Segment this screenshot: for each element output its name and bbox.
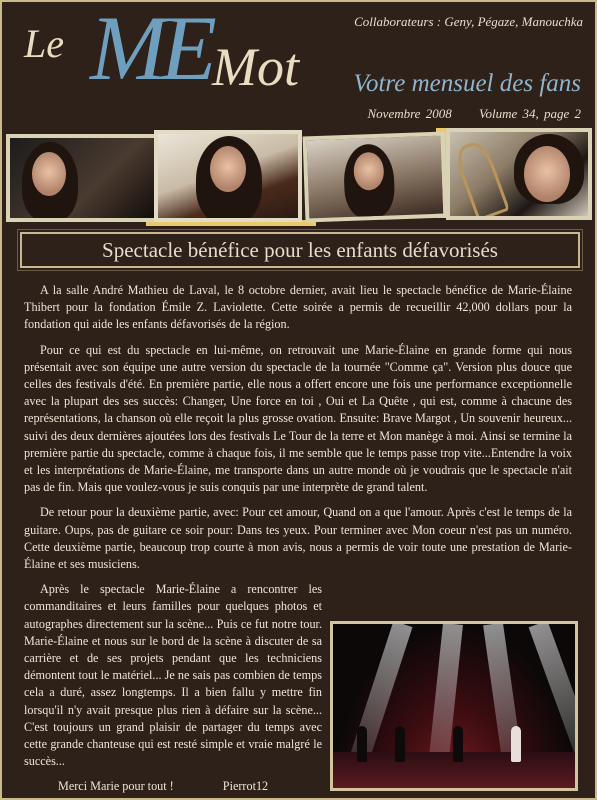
- collaborators-line: Collaborateurs : Geny, Pégaze, Manouchka: [354, 14, 583, 29]
- photo-singer-trophy: [446, 128, 592, 220]
- photo-strip: [6, 128, 592, 228]
- logo-le: Le: [24, 21, 64, 66]
- tagline: Votre mensuel des fans: [353, 70, 581, 97]
- singer-figure: [511, 726, 521, 762]
- issue-volume: Volume 34, page 2: [478, 106, 581, 121]
- issue-info: [368, 106, 582, 122]
- photo-face: [210, 146, 246, 192]
- masthead-logo: [2, 2, 342, 127]
- photo-face: [32, 152, 66, 196]
- article-title: Spectacle bénéfice pour les enfants défavorisés: [20, 232, 580, 268]
- photo-singer-portrait: [154, 130, 302, 222]
- musician-figure: [395, 726, 405, 762]
- logo-me: ME: [90, 0, 211, 99]
- article-paragraph: Pour ce qui est du spectacle en lui-même, on retrouvait une Marie-Élaine en grande forme qui nous présentait avec son équipe une autre version du spectacle de la tournée "Comme ça". Version plus douce que celles des festivals d'été. En première partie, elle nous a offert encore une fois une performance exceptionnelle avec la plupart des ses succès: Changer, Une force en toi , Oui et La Quête , qui est, comme à chacune des représentations, la chanson où elle reçoit la plus grosse ovation. Ensuite: Brave Margot , Un souvenir heureux... suivi des deux dernières ajoutées lors des festivals Le Tour de la terre et Mon manège à moi. Ainsi se termine la première partie du spectacle, comme à chaque fois, il me semble que le temps passe trop vite...Entendre la voix et les interprétations de Marie-Élaine, me transporte dans un autre monde où je voudrais que le spectacle n'ait pas de fin. Mais que voulez-vous je suis conquis par une interprète de grand talent.: [24, 342, 572, 495]
- photo-face: [524, 146, 570, 202]
- article-body: [24, 282, 572, 800]
- issue-date: Novembre 2008: [367, 106, 452, 121]
- article-paragraph: De retour pour la deuxième partie, avec: Pour cet amour, Quand on a que l'amour. Après c'est le temps de la guitare. Oups, pas de guitare ce soir pour: Dans tes yeux. Pour terminer avec Mon coeur n'est pas un numéro. Cette deuxième partie, beaucoup trop courte à mon avis, nous a permis de voir toute une prestation de Marie-Élaine et ses musiciens.: [24, 505, 572, 572]
- musician-figure: [357, 726, 367, 762]
- author-name: Pierrot12: [222, 779, 269, 794]
- article-paragraph: Après le spectacle Marie-Élaine a rencontrer les commanditaires et leurs familles pour quelques photos et autographes directement sur la scène... Puis ce fut notre tour. Marie-Élaine et nous sur le bord de la scène à discuter de sa carrière et de ses projets pendant que les techniciens démontent tout le matériel... Je ne sais pas combien de temps cela a duré, assez longtemps. Il a bien fallu y mettre fin lorsqu'il n'y avait presque plus rien à défaire sur la scène... C'est toujours un grand plaisir de partager du temps avec cette grande chanteuse qui est resté simple et vraie malgré le succès...: [24, 582, 322, 769]
- trophy-icon: [452, 138, 510, 220]
- concert-stage-photo: [330, 621, 578, 791]
- article-paragraph: A la salle André Mathieu de Laval, le 8 octobre dernier, avait lieu le spectacle bénéfice de Marie-Élaine Thibert pour la fondation Émile Z. Laviolette. Cette soirée a permis de recueillir 42,000 dollars pour la fondation qui aide les enfants défavorisés de la région.: [24, 283, 572, 332]
- musician-figure: [453, 726, 463, 762]
- photo-singer-sitting: [303, 132, 448, 223]
- logo-mot: Mot: [212, 37, 299, 97]
- photo-singer-microphone: [6, 134, 158, 222]
- thanks-line: Merci Marie pour tout !: [58, 779, 174, 794]
